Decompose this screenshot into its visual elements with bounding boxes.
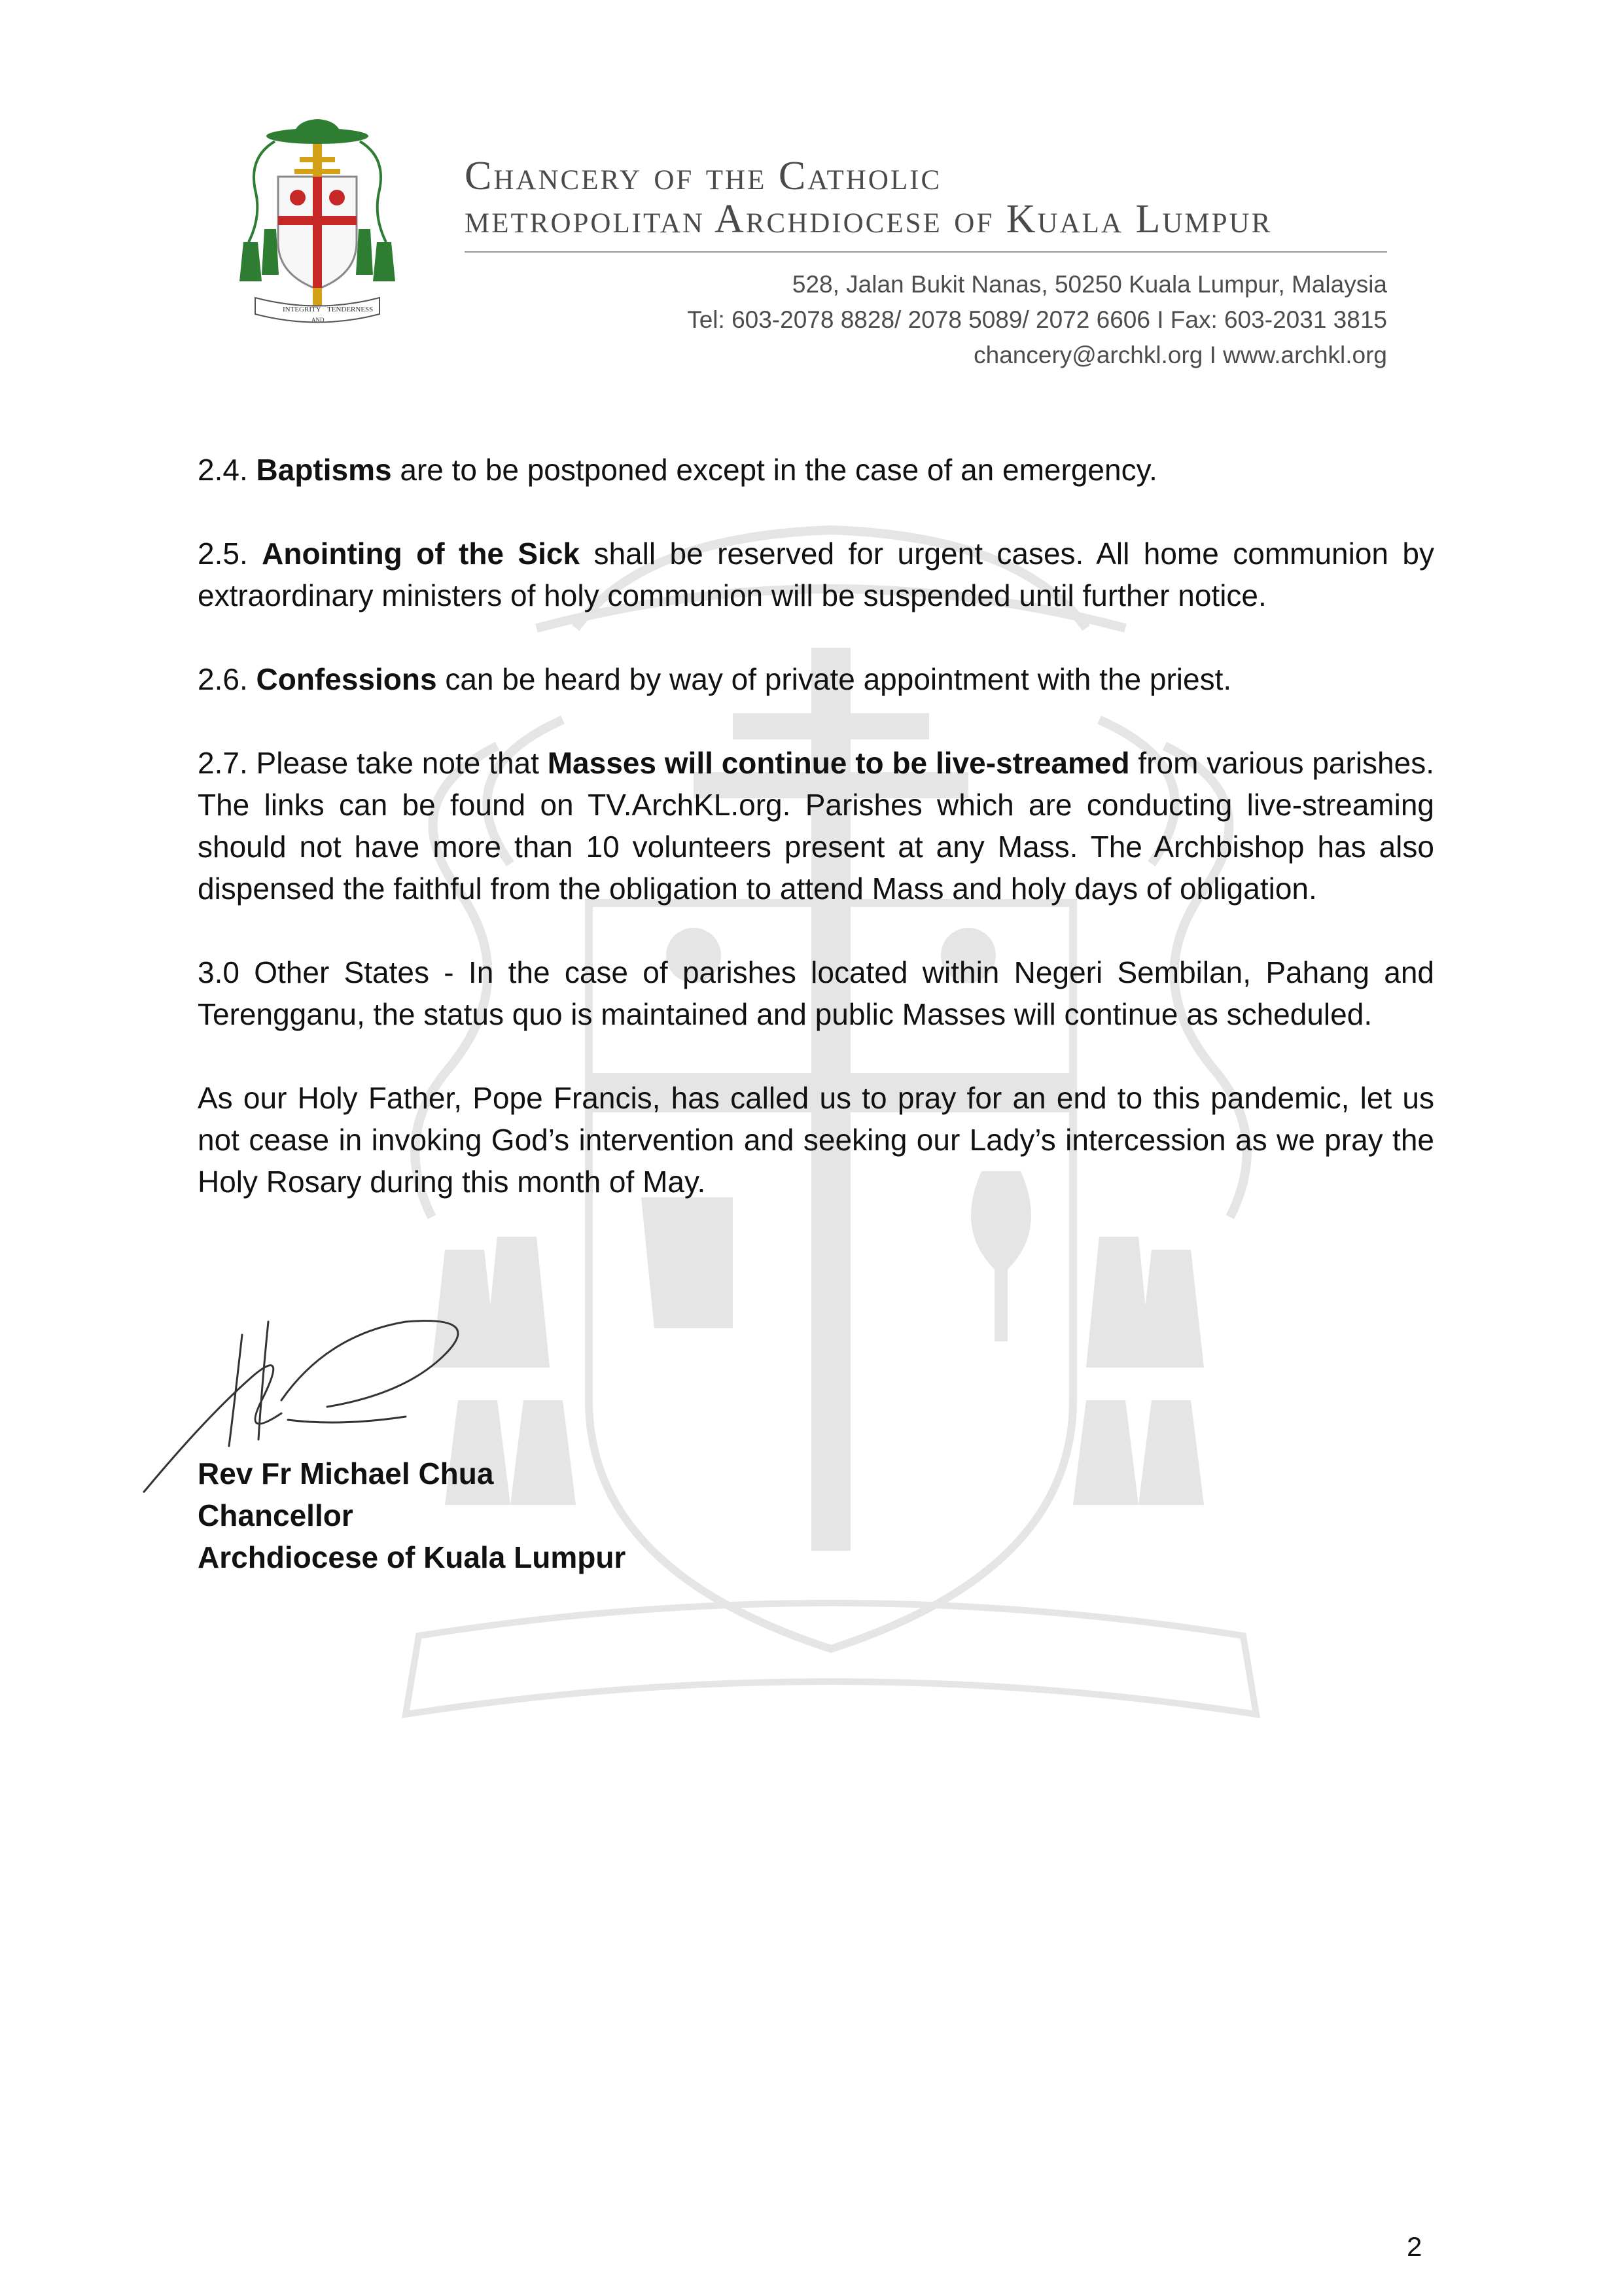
letterhead-phone-fax: Tel: 603-2078 8828/ 2078 5089/ 2072 6606 I Fax: 603-2031 3815 [687, 306, 1387, 333]
signatory-name: Rev Fr Michael Chua [198, 1457, 494, 1491]
page-number: 2 [1407, 2231, 1422, 2262]
livestream-heading: Masses will continue to be live-streamed [547, 746, 1130, 780]
crest-motto-left: INTEGRITY [283, 306, 321, 313]
confessions-heading: Confessions [256, 662, 437, 696]
paragraph-2-6: 2.6. Confessions can be heard by way of private appointment with the priest. [198, 662, 1232, 696]
letterhead-address: 528, Jalan Bukit Nanas, 50250 Kuala Lumpur, Malaysia [792, 271, 1387, 298]
letterhead-title-line1: Chancery of the Catholic [465, 154, 942, 198]
crest-motto-center: AND [311, 317, 325, 323]
letterhead-contact [654, 267, 1387, 373]
letter-body [198, 449, 1434, 1245]
letterhead-title-line2: metropolitan Archdiocese of Kuala Lumpur [465, 197, 1273, 241]
archdiocese-crest-logo [236, 118, 399, 334]
baptisms-heading: Baptisms [256, 453, 392, 487]
anointing-heading: Anointing of the Sick [262, 537, 580, 571]
paragraph-3-0: 3.0 Other States - In the case of parishes located within Negeri Sembilan, Pahang and Terengganu, the status quo is maintained and public Masses will continue as scheduled. [198, 955, 1434, 1031]
signatory-role: Chancellor [198, 1498, 353, 1532]
letterhead-title [465, 154, 1387, 241]
paragraph-2-7: 2.7. Please take note that Masses will continue to be live-streamed from various parishes. The links can be found on TV.ArchKL.org. Parishes which are conducting live-streaming should not have more than 10 volunteers present at any Mass. The Archbishop has also dispensed the faithful from the obligation to attend Mass and holy days of obligation. [198, 746, 1434, 906]
signoff-block [198, 1453, 626, 1578]
letterhead-divider [465, 251, 1387, 253]
letterhead-email-web: chancery@archkl.org I www.archkl.org [974, 342, 1387, 368]
paragraph-2-4: 2.4. Baptisms are to be postponed except in the case of an emergency. [198, 453, 1157, 487]
paragraph-2-5: 2.5. Anointing of the Sick shall be reserved for urgent cases. All home communion by extraordinary ministers of holy communion will be suspended until further notice. [198, 537, 1435, 612]
signatory-org: Archdiocese of Kuala Lumpur [198, 1540, 626, 1574]
closing-paragraph: As our Holy Father, Pope Francis, has called us to pray for an end to this pandemic, let us not cease in invoking God’s intervention and seeking our Lady’s intercession as we pray the Holy Rosary during this month of May. [198, 1081, 1434, 1199]
crest-motto-right: TENDERNESS [327, 306, 374, 313]
